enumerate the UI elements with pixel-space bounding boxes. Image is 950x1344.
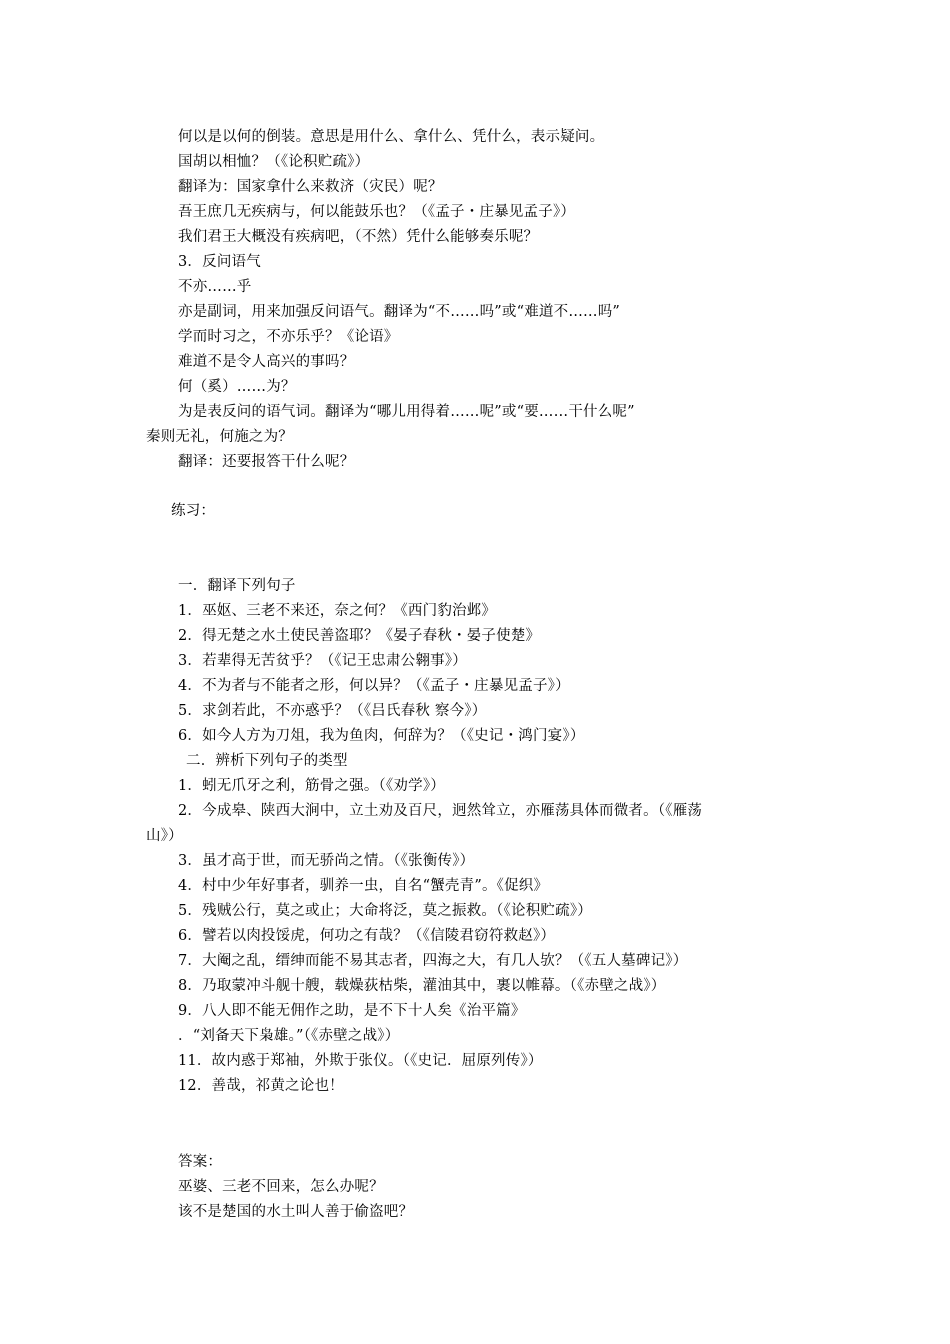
list-item: 5．残贼公行，莫之或止；大命将泛，莫之振救。（《论积贮疏》） xyxy=(178,903,592,919)
list-item: 9．八人即不能无佣作之助，是不下十人矣《治平篇》 xyxy=(178,1003,526,1019)
text-line: 难道不是令人高兴的事吗？ xyxy=(178,354,355,370)
list-item: 3．若辈得无苦贫乎？（《记王忠肃公翱事》） xyxy=(178,653,467,669)
list-item: 2．今成皋、陕西大涧中，立土劝及百尺，迥然耸立，亦雁荡具体而微者。（《雁荡 xyxy=(178,803,703,819)
text-line: 何以是以何的倒装。意思是用什么、拿什么、凭什么，表示疑问。 xyxy=(178,129,605,145)
text-line: 为是表反问的语气词。翻译为“哪儿用得着……呢”或“要……干什么呢” xyxy=(178,404,635,420)
list-item: 7．大阉之乱，缙绅而能不易其志者，四海之大，有几人欤？（《五人墓碑记》） xyxy=(178,953,688,969)
section-heading: 练习： xyxy=(171,503,216,519)
text-line: 翻译：还要报答干什么呢？ xyxy=(178,454,355,470)
list-item-continuation: 山》） xyxy=(146,828,183,844)
text-line: 不亦……乎 xyxy=(178,279,252,295)
list-item: 5．求剑若此，不亦惑乎？（《吕氏春秋 察今》） xyxy=(178,703,487,719)
list-item: 1．巫妪、三老不来还，奈之何？《西门豹治邺》 xyxy=(178,603,497,619)
list-item: 1．蚓无爪牙之利，筋骨之强。（《劝学》） xyxy=(178,778,445,794)
text-line: 巫婆、三老不回来，怎么办呢？ xyxy=(178,1179,384,1195)
list-item: 8．乃取蒙冲斗舰十艘，载燥荻枯柴，灌油其中，裹以帷幕。（《赤壁之战》） xyxy=(178,978,666,994)
list-item: 4．不为者与不能者之形，何以异？（《孟子・庄暴见孟子》） xyxy=(178,678,570,694)
text-line: 亦是副词，用来加强反问语气。翻译为“不……吗”或“难道不……吗” xyxy=(178,304,621,320)
list-item: 6．譬若以肉投馁虎，何功之有哉？（《信陵君窃符救赵》） xyxy=(178,928,556,944)
text-line: 该不是楚国的水土叫人善于偷盗吧？ xyxy=(178,1204,414,1220)
text-line: 秦则无礼，何施之为？ xyxy=(146,429,293,445)
text-line: 翻译为：国家拿什么来救济（灾民）呢？ xyxy=(178,179,443,195)
section-heading: 二．辨析下列句子的类型 xyxy=(186,753,348,769)
text-line: 我们君王大概没有疾病吧，（不然）凭什么能够奏乐呢？ xyxy=(178,229,539,245)
section-heading: 一．翻译下列句子 xyxy=(178,578,296,594)
text-line: 国胡以相恤？（《论积贮疏》） xyxy=(178,154,370,170)
list-item: 11．故内惑于郑袖，外欺于张仪。（《史记．屈原列传》） xyxy=(178,1053,543,1069)
text-line: 3．反问语气 xyxy=(178,254,261,270)
text-line: 何（奚）……为？ xyxy=(178,379,296,395)
list-item: 3．虽才高于世，而无骄尚之情。（《张衡传》） xyxy=(178,853,475,869)
text-line: 吾王庶几无疾病与，何以能鼓乐也？（《孟子・庄暴见孟子》） xyxy=(178,204,576,220)
list-item: 4．村中少年好事者，驯养一虫，自名“蟹壳青”。《促织》 xyxy=(178,878,549,894)
text-line: 学而时习之，不亦乐乎？《论语》 xyxy=(178,329,399,345)
section-heading: 答案： xyxy=(178,1154,223,1170)
list-item: ．“刘备天下枭雄。”（《赤壁之战》） xyxy=(178,1028,400,1044)
list-item: 6．如今人方为刀俎，我为鱼肉，何辞为？（《史记・鸿门宴》） xyxy=(178,728,585,744)
list-item: 2．得无楚之水土使民善盗耶？《晏子春秋・晏子使楚》 xyxy=(178,628,541,644)
list-item: 12．善哉，祁黄之论也！ xyxy=(178,1078,344,1094)
